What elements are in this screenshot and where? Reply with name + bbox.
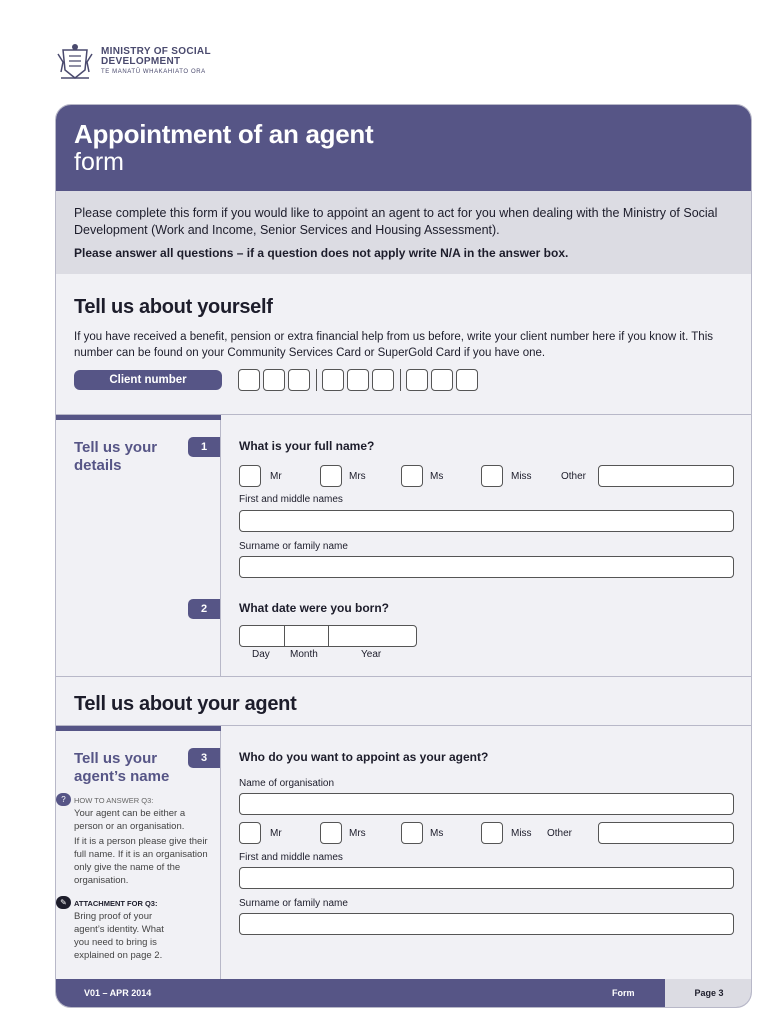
details-left-column [56,415,221,676]
logo-line-2: DEVELOPMENT [101,56,181,67]
client-number-boxes [238,369,481,391]
coat-of-arms-icon [55,42,95,82]
how-to-answer-text-2: If it is a person please give their full name. If it is an organisation only give the name of the organisation. [74,836,208,886]
question-number-3: 3 [188,748,220,768]
client-digit-box[interactable] [288,369,310,391]
client-digit-box[interactable] [322,369,344,391]
details-left-title-line2: details [74,457,122,474]
client-digit-box[interactable] [347,369,369,391]
agent-title-checkbox-mr[interactable] [239,822,261,844]
title-label-other: Other [561,471,587,482]
intro-panel [56,191,751,274]
first-names-label: First and middle names [239,494,343,505]
how-to-answer-text-1: Your agent can be either a person or an organisation. [74,808,186,832]
form-subtitle: form [74,148,124,176]
attachment-text: Bring proof of your agent’s identity. What you need to bring is explained on page 2. [74,911,164,961]
dob-year-cell[interactable] [329,626,416,646]
agent-section-header [56,676,752,726]
agent-surname-field[interactable] [239,913,734,935]
client-digit-box[interactable] [406,369,428,391]
agent-left-title-line1: Tell us your [74,750,158,767]
details-block [56,414,752,676]
attachment-heading: ATTACHMENT FOR Q3: [74,899,158,908]
form-footer [56,979,752,1007]
title-label-mr: Mr [270,471,282,482]
section-title-agent: Tell us about your agent [74,693,297,715]
client-digit-box[interactable] [372,369,394,391]
yourself-section [56,274,751,391]
digit-separator [316,369,317,391]
title-checkbox-ms[interactable] [401,465,423,487]
details-left-title-line1: Tell us your [74,439,158,456]
surname-field[interactable] [239,556,734,578]
attachment-note [60,897,216,962]
surname-label: Surname or family name [239,541,348,552]
agent-title-label-miss: Miss [511,828,532,839]
organisation-label: Name of organisation [239,778,335,789]
question-2-text: What date were you born? [239,601,390,615]
section-title-yourself: Tell us about yourself [74,296,273,318]
title-checkbox-miss[interactable] [481,465,503,487]
form-title: Appointment of an agent [74,119,374,149]
yourself-description: If you have received a benefit, pension or extra financial help from us before, write your client number here if you know it. This number can be found on your Community Services Card or SuperGold Card if you have one. [74,331,714,359]
agent-title-checkbox-mrs[interactable] [320,822,342,844]
title-checkbox-mr[interactable] [239,465,261,487]
agent-first-names-label: First and middle names [239,852,343,863]
agent-left-column [56,726,221,981]
client-number-row [74,369,733,391]
client-number-label: Client number [74,370,222,390]
title-label-miss: Miss [511,471,532,482]
dob-year-label: Year [361,649,382,660]
form-version: V01 – APR 2014 [84,988,152,998]
question-number-2: 2 [188,599,220,619]
footer-form-label: Form [612,988,635,998]
agent-left-title [74,750,169,786]
dob-day-cell[interactable] [240,626,285,646]
agent-title-label-mr: Mr [270,828,282,839]
how-to-answer-heading: HOW TO ANSWER Q3: [74,796,154,805]
organisation-field[interactable] [239,793,734,815]
title-label-ms: Ms [430,471,444,482]
paperclip-icon: ✎ [56,896,71,909]
agent-title-checkbox-ms[interactable] [401,822,423,844]
logo-line-3: TE MANATŪ WHAKAHIATO ORA [101,69,206,75]
agent-title-label-ms: Ms [430,828,444,839]
digit-separator [400,369,401,391]
accent-bar [56,415,221,420]
client-digit-box[interactable] [431,369,453,391]
question-1-text: What is your full name? [239,439,375,453]
first-names-field[interactable] [239,510,734,532]
title-label-mrs: Mrs [349,471,366,482]
dob-month-label: Month [290,649,318,660]
question-number-1: 1 [188,437,220,457]
form-card [55,104,752,1008]
intro-instruction: Please answer all questions – if a question does not apply write N/A in the answer box. [74,246,569,260]
intro-text: Please complete this form if you would like to appoint an agent to act for you when dealing with the Ministry of Social Development (Work and Income, Senior Services and Housing Assessment). [74,206,718,237]
how-to-answer-note [61,794,216,887]
form-header [56,105,751,191]
client-digit-box[interactable] [456,369,478,391]
logo-line-1: MINISTRY OF SOCIAL [101,46,211,57]
page-number: Page 3 [665,979,752,1007]
client-digit-box[interactable] [238,369,260,391]
question-3-text: Who do you want to appoint as your agent? [239,750,489,764]
title-checkbox-mrs[interactable] [320,465,342,487]
agent-surname-label: Surname or family name [239,898,348,909]
date-of-birth-field[interactable] [239,625,417,647]
dob-month-cell[interactable] [285,626,329,646]
accent-bar [56,726,221,731]
dob-day-label: Day [252,649,270,660]
agent-title-label-mrs: Mrs [349,828,366,839]
client-digit-box[interactable] [263,369,285,391]
title-other-field[interactable] [598,465,734,487]
agent-first-names-field[interactable] [239,867,734,889]
agent-left-title-line2: agent’s name [74,768,170,785]
agent-title-checkbox-miss[interactable] [481,822,503,844]
info-icon: ? [56,793,71,806]
ministry-logo [55,42,211,82]
agent-title-other-field[interactable] [598,822,734,844]
details-left-title [74,439,157,475]
agent-title-label-other: Other [547,828,573,839]
agent-block [56,725,752,981]
